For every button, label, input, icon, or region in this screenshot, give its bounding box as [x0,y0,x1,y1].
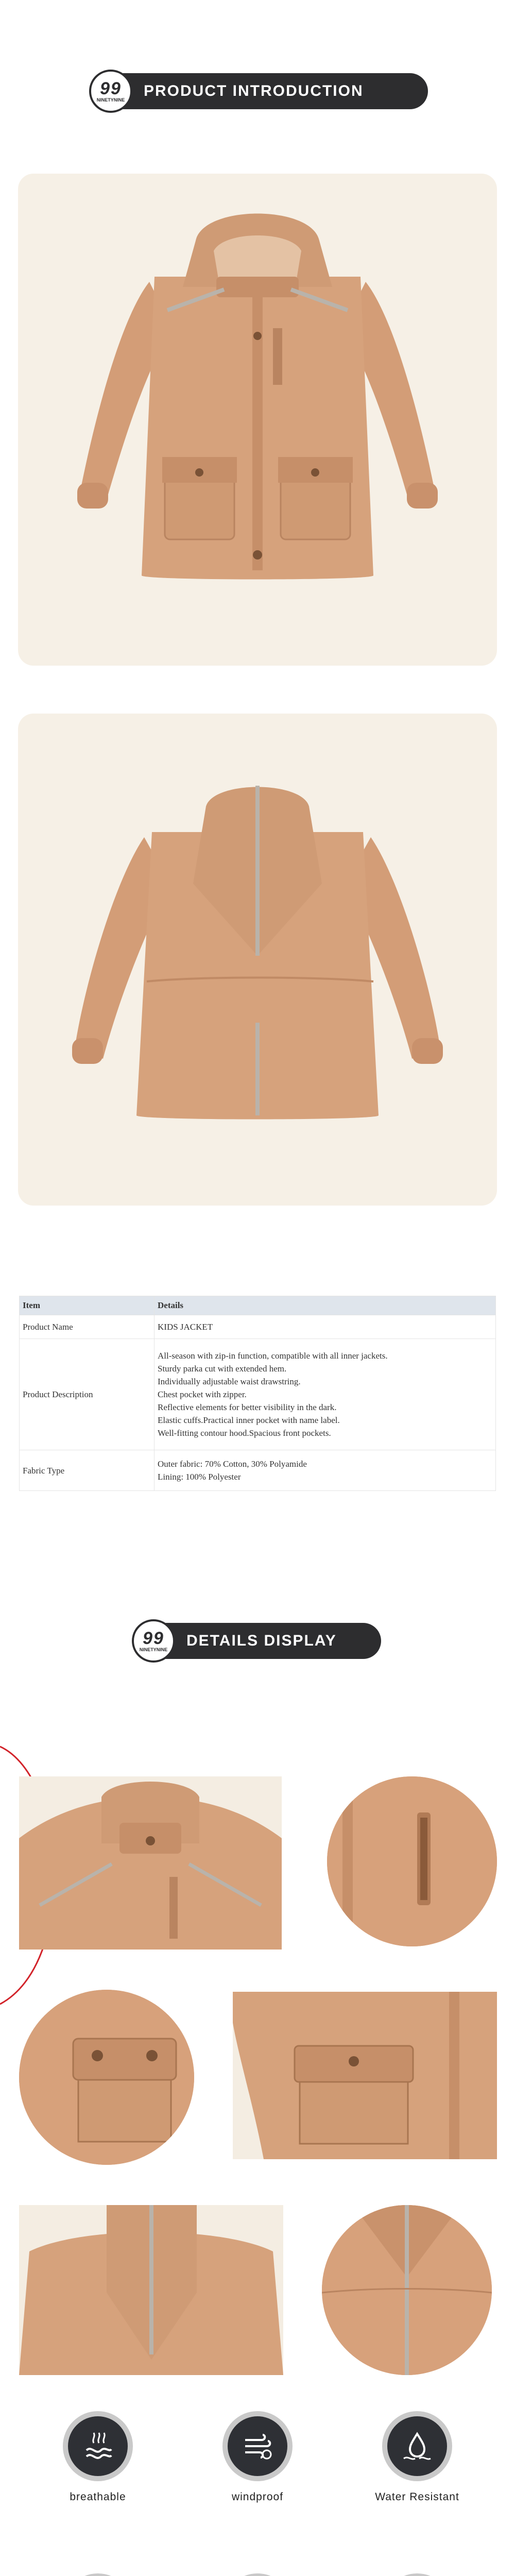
detail-photo-back-hood [19,2205,283,2375]
detail-front-pocket-image [233,1992,497,2159]
feature-label: windproof [231,2491,284,2503]
detail-pocket-image [19,1990,194,2165]
table-cell-item: Product Name [20,1315,154,1339]
product-image-front [18,174,497,666]
section-header-details [139,1623,381,1659]
feature-label: breathable [70,2491,126,2503]
feature-label: Water Resistant [375,2491,459,2503]
detail-circle-back-seam [322,2205,492,2375]
detail-line: Elastic cuffs.Practical inner pocket with name label. [158,1415,340,1425]
detail-circle-pocket [19,1990,194,2165]
product-spec-table [19,1296,496,1491]
brand-logo-text: NINETYNINE [139,1647,168,1652]
feature-water-resistant [366,2411,469,2504]
table-cell-item: Product Description [20,1339,154,1450]
windproof-icon [228,2416,287,2476]
table-cell-details [154,1450,496,1491]
table-header-details: Details [154,1296,496,1315]
detail-photo-collar [19,1776,282,1950]
feature-spot-delivery [206,2573,309,2576]
jacket-front-illustration [18,174,497,666]
jacket-back-illustration [18,714,497,1206]
detail-collar-image [19,1776,282,1950]
section-title-intro: PRODUCT INTRODUCTION [144,82,364,99]
water-resistant-icon [387,2416,447,2476]
section-title-details: DETAILS DISPLAY [186,1632,337,1649]
detail-line: KIDS JACKET [158,1322,213,1332]
detail-line: Reflective elements for better visibility in the dark. [158,1402,337,1412]
table-row [20,1339,496,1450]
detail-line: Individually adjustable waist drawstring. [158,1377,301,1386]
brand-logo-number: 99 [143,1629,164,1648]
feature-quality-assurance [366,2573,469,2576]
table-row [20,1315,496,1339]
table-cell-details [154,1339,496,1450]
detail-line: Well-fitting contour hood.Spacious front pockets. [158,1428,331,1438]
brand-logo [89,70,132,113]
detail-line: Chest pocket with zipper. [158,1389,247,1399]
detail-back-hood-image [19,2205,283,2375]
detail-zipper-image [327,1776,497,1946]
detail-line: Outer fabric: 70% Cotton, 30% Polyamide [158,1459,307,1469]
detail-line: All-season with zip-in function, compatible with all inner jackets. [158,1351,388,1361]
detail-line: Lining: 100% Polyester [158,1472,241,1482]
feature-windproof [206,2411,309,2504]
table-header-item: Item [20,1296,154,1315]
feature-thickened-material [46,2573,149,2576]
brand-logo [132,1619,175,1663]
section-header-intro [96,73,428,109]
detail-circle-chest-zipper [327,1776,497,1946]
breathable-icon [68,2416,128,2476]
brand-logo-number: 99 [100,79,122,98]
table-row [20,1450,496,1491]
table-cell-details [154,1315,496,1339]
detail-photo-front-pocket [233,1992,497,2159]
detail-line: Sturdy parka cut with extended hem. [158,1364,287,1374]
table-cell-item: Fabric Type [20,1450,154,1491]
product-image-back [18,714,497,1206]
feature-breathable [46,2411,149,2504]
table-header-row [20,1296,496,1315]
brand-logo-text: NINETYNINE [96,97,125,103]
detail-back-seam-image [322,2205,492,2375]
